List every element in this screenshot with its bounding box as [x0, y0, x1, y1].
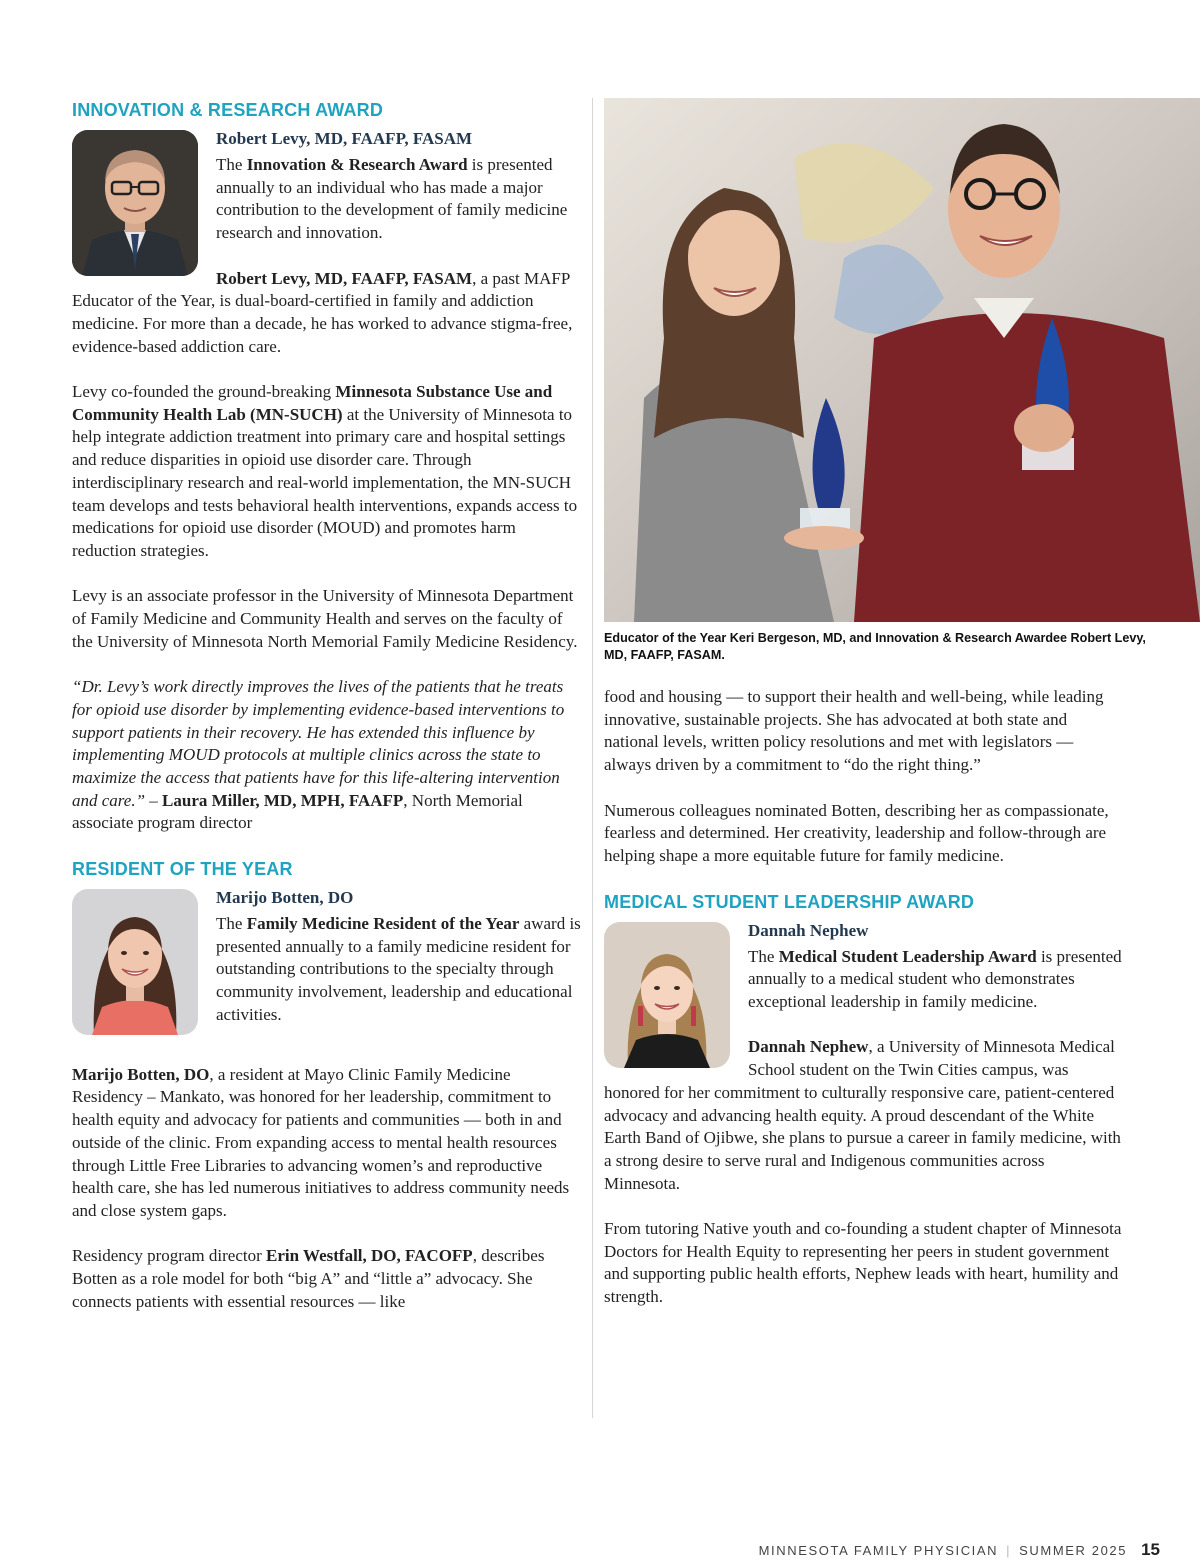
marijo-botten-portrait — [72, 889, 198, 1035]
awardee-name-bold: Dannah Nephew — [748, 1037, 869, 1057]
publication-name: MINNESOTA FAMILY PHYSICIAN — [758, 1543, 999, 1558]
awardee-name-bold: Marijo Botten, DO — [72, 1064, 210, 1084]
page-number: 15 — [1141, 1540, 1160, 1559]
photo-caption: Educator of the Year Keri Bergeson, MD, and Innovation & Research Awardee Robert Levy, MD, FAAFP, FASAM. — [604, 631, 1146, 662]
innovation-awardee-bio — [72, 268, 584, 359]
right-column — [604, 98, 1146, 1309]
director-name: Erin Westfall, DO, FACOFP — [266, 1246, 473, 1266]
text: is presented annually to a medical student who demonstrates exceptional leadership in family medicine. — [748, 946, 1122, 1012]
resident-awardee-name: Marijo Botten, DO — [216, 888, 354, 908]
text: award is presented annually to a family medicine resident for outstanding contributions to the specialty through community involvement, leadership and educational activities. — [216, 914, 581, 1024]
innovation-award-block — [72, 128, 584, 358]
text: , a past MAFP Educator of the Year, is dual-board-certified in family and addiction medicine. For more than a decade, he has worked to advance stigma-free, evidence-based addiction care. — [72, 268, 573, 356]
lab-name: Minnesota Substance Use and Community Health Lab (MN-SUCH) — [72, 382, 553, 424]
text: – — [145, 790, 163, 810]
issue-label: SUMMER 2025 — [1019, 1543, 1128, 1558]
resident-award-heading: RESIDENT OF THE YEAR — [72, 859, 293, 880]
text: at the University of Minnesota to help integrate addiction treatment into primary care and hospital settings and reduce disparities in opioid use disorder care. Through interdisciplinary research and real-world implementation, the MN-SUCH team develops and tests behavioral health interventions, expands access to medications for opioid use disorder (MOUD) and promotes harm reduction strategies. — [72, 404, 578, 560]
innovation-paragraph-faculty: Levy is an associate professor in the University of Minnesota Department of Family Medicine and Community Health and serves on the faculty of the University of Minnesota North Memorial Family Medicine Residency. — [72, 586, 578, 651]
innovation-award-heading: INNOVATION & RESEARCH AWARD — [72, 100, 384, 120]
resident-award-block — [72, 887, 584, 1041]
left-column — [72, 98, 584, 1313]
resident-awardee-bio — [72, 1064, 584, 1223]
student-award-block — [604, 920, 1124, 1196]
innovation-quote — [72, 676, 584, 835]
quote-author: Laura Miller, MD, MPH, FAAFP — [162, 790, 404, 810]
innovation-awardee-name: Robert Levy, MD, FAAFP, FASAM — [216, 129, 473, 148]
text: , describes Botten as a role model for both “big A” and “little a” advocacy. She connects patients with essential resources — like — [72, 1246, 545, 1311]
resident-continued-paragraph: food and housing — to support their health and well-being, while leading innovative, sustainable projects. She has advocated at both state and national levels, written policy resolutions and met with legislators — always driven by a commitment to “do the right thing.” — [604, 687, 1104, 775]
student-awardee-name: Dannah Nephew — [748, 920, 869, 940]
text: is presented annually to an individual who has made a major contribution to the development of family medicine research and innovation. — [216, 155, 568, 243]
text: Levy co-founded the ground-breaking — [72, 382, 336, 401]
innovation-paragraph-mn-such — [72, 381, 584, 563]
resident-nominated-paragraph: Numerous colleagues nominated Botten, describing her as compassionate, fearless and determined. Her creativity, leadership and follow-through are helping shape a more equitable future for family medicine. — [604, 800, 1109, 865]
text: , North Memorial associate program director — [72, 790, 523, 833]
text: The — [216, 914, 247, 934]
text: , a University of Minnesota Medical School student on the Twin Cities campus, was honored for her commitment to culturally responsive care, patient-centered advocacy and advancing health equity. A proud descendant of the White Earth Band of Ojibwe, she plans to pursue a career in family medicine, with a strong desire to serve rural and Indigenous communities across Minnesota. — [604, 1037, 1121, 1193]
student-paragraph-tutoring: From tutoring Native youth and co-founding a student chapter of Minnesota Doctors for Health Equity to representing her peers in student government and supporting public health efforts, Nephew leads with heart, humility and strength. — [604, 1219, 1122, 1307]
student-award-heading: MEDICAL STUDENT LEADERSHIP AWARD — [604, 891, 975, 912]
award-name: Medical Student Leadership Award — [778, 946, 1037, 966]
award-name: Innovation & Research Award — [246, 155, 468, 174]
text: , a resident at Mayo Clinic Family Medicine Residency – Mankato, was honored for her leadership, commitment to health equity and advocacy for patients and communities — both in and outside of the clinic. From expanding access to mental health resources through Little Free Libraries to advancing women’s and reproductive health care, she has led numerous initiatives to address community needs and close system gaps. — [72, 1064, 570, 1220]
award-name: Family Medicine Resident of the Year — [246, 914, 520, 934]
quote-text: “Dr. Levy’s work directly improves the lives of the patients that he treats for opioid use disorder by implementing evidence-based interventions to support patients in their recovery. He has extended this influence by implementing MOUD protocols at multiple clinics across the state to maximize the access that patients have for this life-altering intervention and care.” — [72, 677, 565, 810]
awardee-name-bold: Robert Levy, MD, FAAFP, FASAM — [216, 268, 473, 288]
robert-levy-portrait — [72, 130, 198, 276]
text: Residency program director — [72, 1246, 267, 1266]
resident-paragraph-director — [72, 1245, 584, 1313]
text: The — [216, 155, 247, 174]
text: The — [748, 946, 779, 966]
column-divider — [592, 98, 593, 1418]
page-footer — [700, 1540, 1160, 1560]
award-recipients-photo — [604, 98, 1200, 622]
footer-separator: | — [1006, 1543, 1012, 1558]
dannah-nephew-portrait — [604, 922, 730, 1068]
